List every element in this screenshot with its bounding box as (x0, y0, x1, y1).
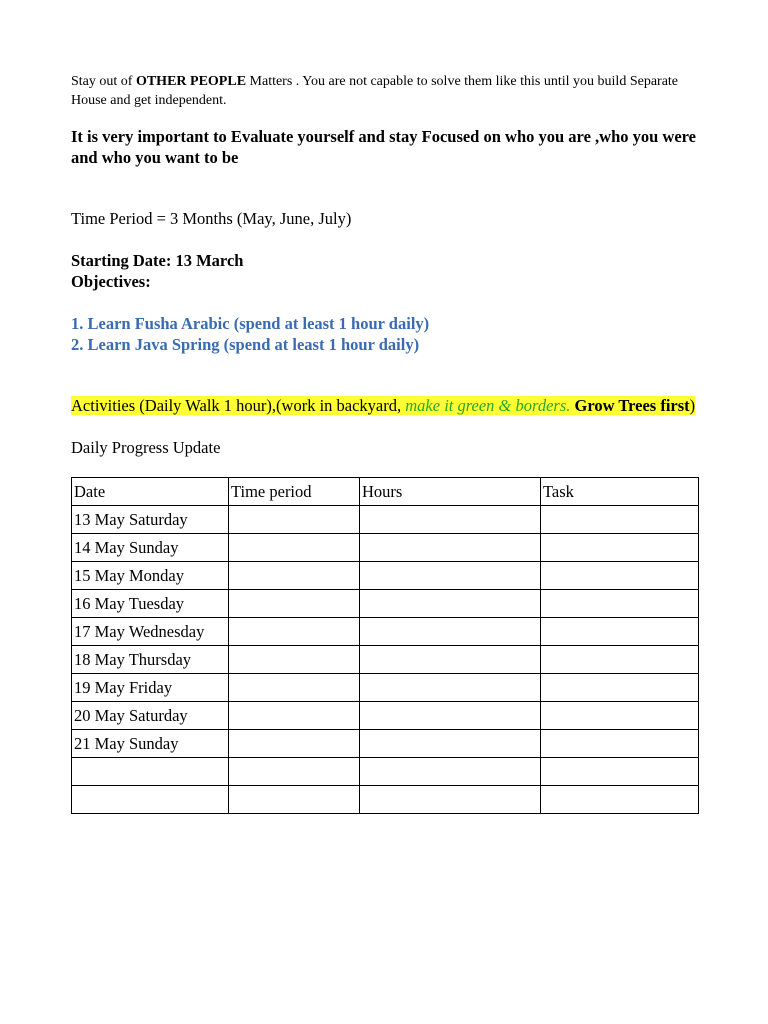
table-cell-task[interactable] (541, 758, 699, 786)
table-cell-time-period[interactable] (229, 646, 360, 674)
table-cell-task[interactable] (541, 646, 699, 674)
activities-green-text: make it green & borders. (405, 396, 571, 415)
table-cell-hours[interactable] (360, 646, 541, 674)
table-cell-task[interactable] (541, 702, 699, 730)
table-cell-time-period[interactable] (229, 506, 360, 534)
table-header-date: Date (72, 478, 229, 506)
table-cell-date[interactable]: 13 May Saturday (72, 506, 229, 534)
table-cell-date[interactable] (72, 786, 229, 814)
intro-bold: OTHER PEOPLE (135, 74, 247, 89)
table-cell-date[interactable]: 20 May Saturday (72, 702, 229, 730)
intro-suffix: Matters . You are not capable to solve them like this until you build Separate House and get independent. (71, 74, 679, 108)
table-cell-hours[interactable] (360, 758, 541, 786)
activities-text: Activities (Daily Walk 1 hour),(work in backyard, (71, 396, 406, 415)
table-row (72, 786, 699, 814)
table-cell-time-period[interactable] (229, 758, 360, 786)
table-row (72, 758, 699, 786)
table-cell-date[interactable]: 19 May Friday (72, 674, 229, 702)
table-row (72, 534, 699, 562)
table-cell-task[interactable] (541, 730, 699, 758)
table-header-time-period: Time period (229, 478, 360, 506)
objectives-list (71, 313, 698, 355)
activities-paragraph (71, 395, 698, 416)
table-cell-task[interactable] (541, 562, 699, 590)
table-row (72, 646, 699, 674)
table-cell-date[interactable]: 18 May Thursday (72, 646, 229, 674)
table-cell-hours[interactable] (360, 618, 541, 646)
table-cell-time-period[interactable] (229, 562, 360, 590)
table-cell-time-period[interactable] (229, 786, 360, 814)
table-row (72, 506, 699, 534)
table-cell-task[interactable] (541, 618, 699, 646)
intro-paragraph (71, 72, 698, 110)
table-row (72, 730, 699, 758)
table-cell-time-period[interactable] (229, 730, 360, 758)
objective-item: 2. Learn Java Spring (spend at least 1 hour daily) (71, 335, 420, 354)
table-cell-date[interactable]: 15 May Monday (72, 562, 229, 590)
table-cell-date[interactable]: 16 May Tuesday (72, 590, 229, 618)
table-cell-hours[interactable] (360, 506, 541, 534)
table-header-row (72, 478, 699, 506)
table-cell-date[interactable]: 21 May Sunday (72, 730, 229, 758)
table-cell-hours[interactable] (360, 562, 541, 590)
table-cell-hours[interactable] (360, 730, 541, 758)
table-cell-task[interactable] (541, 534, 699, 562)
table-cell-hours[interactable] (360, 702, 541, 730)
table-row (72, 702, 699, 730)
table-row (72, 674, 699, 702)
progress-table (71, 477, 699, 814)
table-row (72, 590, 699, 618)
table-cell-task[interactable] (541, 590, 699, 618)
table-cell-task[interactable] (541, 506, 699, 534)
table-cell-hours[interactable] (360, 674, 541, 702)
table-header-hours: Hours (360, 478, 541, 506)
table-cell-hours[interactable] (360, 786, 541, 814)
progress-title: Daily Progress Update (71, 438, 221, 457)
activities-close: ) (689, 396, 696, 415)
objectives-label: Objectives: (71, 272, 151, 291)
time-period-text: Time Period = 3 Months (May, June, July) (71, 209, 352, 228)
intro-prefix: Stay out of (71, 74, 136, 89)
table-cell-time-period[interactable] (229, 534, 360, 562)
table-row (72, 562, 699, 590)
table-cell-time-period[interactable] (229, 590, 360, 618)
table-cell-hours[interactable] (360, 534, 541, 562)
table-cell-date[interactable]: 17 May Wednesday (72, 618, 229, 646)
table-cell-task[interactable] (541, 786, 699, 814)
table-cell-time-period[interactable] (229, 674, 360, 702)
table-cell-time-period[interactable] (229, 702, 360, 730)
objective-item: 1. Learn Fusha Arabic (spend at least 1 hour daily) (71, 314, 430, 333)
table-body (72, 506, 699, 814)
table-row (72, 618, 699, 646)
table-cell-date[interactable]: 14 May Sunday (72, 534, 229, 562)
activities-bold-text: Grow Trees first (574, 396, 690, 415)
table-header-task: Task (541, 478, 699, 506)
table-cell-hours[interactable] (360, 590, 541, 618)
table-cell-time-period[interactable] (229, 618, 360, 646)
document-page (71, 72, 698, 814)
starting-date-text: Starting Date: 13 March (71, 251, 244, 270)
table-cell-task[interactable] (541, 674, 699, 702)
evaluation-heading: It is very important to Evaluate yourself and stay Focused on who you are ,who you were and who you want to be (71, 127, 697, 167)
table-cell-date[interactable] (72, 758, 229, 786)
